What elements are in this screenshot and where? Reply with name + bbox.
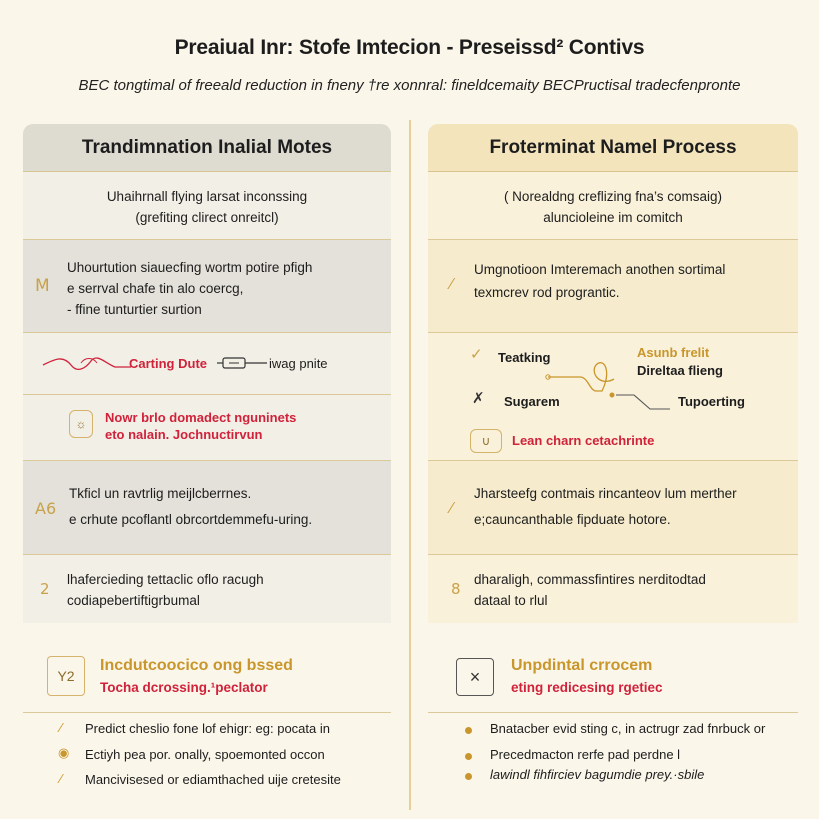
right-row-2 — [428, 240, 798, 333]
left-bullet-1-icon: ⁄ — [60, 720, 63, 735]
right-row-3-bold-label-1: Direltaa flieng — [637, 363, 723, 378]
right-column-heading: Froterminat Namel Process — [428, 124, 798, 172]
left-bullet-2-icon: ◉ — [58, 745, 70, 760]
page-subtitle: BEC tongtimal of freeald reduction in fneny †re xonnral: fineldcemaity BECPructisal tradecfenpronte — [78, 77, 741, 94]
left-row-1-line-2: (grefiting clirect onreitcl) — [135, 210, 279, 225]
right-row-2-line-2: texmcrev rod prograntic. — [474, 285, 620, 300]
left-row-6 — [23, 555, 391, 623]
left-row-5-marker: A6 — [35, 499, 57, 518]
check-circle-icon: ✓ — [470, 345, 483, 363]
cross-icon: ✗ — [472, 389, 485, 407]
left-summary-icon: Y2 — [47, 656, 85, 696]
right-row-2-line-1: Umgnotioon Imteremach anothen sortimal — [474, 262, 726, 277]
right-row-1-line-2: aluncioleine im comitch — [543, 210, 683, 225]
right-summary-divider — [428, 712, 798, 713]
left-row-5-line-1: Tkficl un ravtrlig meijlcberrnes. — [69, 486, 252, 501]
left-summary-subtitle: Tocha dcrossing.¹peclator — [100, 680, 268, 695]
left-row-4-line-2: eto nalain. Jochnuctirvun — [105, 427, 263, 442]
left-column-heading: Trandimnation Inalial Motes — [23, 124, 391, 172]
left-row-3-red-label: Carting Dute — [129, 356, 207, 371]
left-row-6-line-2: codiapebertiftigrbumal — [67, 593, 200, 608]
right-row-3-item-2: Sugarem — [504, 394, 560, 409]
lightbulb-icon: ☼ — [69, 410, 93, 438]
left-bullet-2: Ectiyh pea por. onally, spoemonted occon — [85, 747, 325, 762]
left-column — [23, 124, 391, 623]
right-bullet-3: lawindl fihfirciev bagumdie prey.·sbile — [490, 767, 705, 782]
right-row-5 — [428, 461, 798, 555]
left-summary-title: Incdutcoocico ong bssed — [100, 657, 293, 674]
right-bullet-1-dot — [465, 727, 472, 734]
right-bullet-3-dot — [465, 773, 472, 780]
right-column — [428, 124, 798, 623]
right-bullet-1: Bnatacber evid sting c, in actrugr zad fnrbuck or — [490, 721, 766, 736]
left-bullet-3: Mancivisesed or ediamthached uije cretesite — [85, 772, 341, 787]
left-row-1 — [23, 172, 391, 240]
page-title: Preaiual Inr: Stofe Imtecion - Preseissd² Contivs — [174, 36, 645, 59]
left-summary-divider — [23, 712, 391, 713]
right-row-5-line-2: e;cauncanthable fipduate hotore. — [474, 512, 671, 527]
plug-connector-icon — [217, 355, 269, 371]
left-row-2-line-3: - ffine tunturtier surtion — [67, 302, 202, 317]
left-bullet-1: Predict cheslio fone lof ehigr: eg: pocata in — [85, 721, 330, 736]
left-row-5-line-2: e crhute pcoflantl obrcortdemmefu-uring. — [69, 512, 313, 527]
left-row-3-label: iwag pnite — [269, 356, 328, 371]
right-row-3-gold-label: Asunb frelit — [637, 345, 710, 360]
left-row-2-line-2: e serrval chafe tin alo coercg, — [67, 281, 244, 296]
connector-line-icon — [608, 389, 672, 417]
left-row-4-line-1: Nowr brlo domadect nguninets — [105, 410, 297, 425]
right-row-3-bold-label-2: Tupoerting — [678, 394, 745, 409]
left-bullet-3-icon: ⁄ — [60, 771, 63, 786]
right-row-1-line-1: ( Norealdng creflizing fna’s comsaig) — [503, 189, 723, 204]
right-row-6-marker: 8 — [451, 580, 461, 598]
left-row-1-line-1: Uhaihrnall flying larsat inconssing — [106, 189, 308, 204]
right-row-6 — [428, 555, 798, 623]
left-row-6-line-1: lhafercieding tettaclic oflo racugh — [67, 572, 264, 587]
right-row-3-item-1: Teatking — [498, 350, 551, 365]
right-row-3 — [428, 333, 798, 461]
left-row-2 — [23, 240, 391, 333]
right-row-6-line-2: dataal to rlul — [474, 593, 548, 608]
left-row-3 — [23, 333, 391, 395]
left-row-2-marker: M — [35, 276, 50, 296]
right-bullet-2-dot — [465, 753, 472, 760]
right-summary-title: Unpdintal crrocem — [511, 657, 653, 674]
right-row-2-marker-icon: ⁄ — [450, 275, 453, 293]
right-row-1 — [428, 172, 798, 240]
right-bullet-2: Precedmacton rerfe pad perdne l — [490, 747, 681, 762]
red-arrow-doodle-icon — [41, 345, 133, 381]
right-row-3-red-label: Lean charn cetachrinte — [512, 433, 655, 448]
right-row-5-marker-icon: ⁄ — [450, 499, 453, 517]
close-box-icon: × — [456, 658, 494, 696]
left-row-6-marker: 2 — [40, 580, 50, 598]
left-row-5 — [23, 461, 391, 555]
right-summary-subtitle: eting redicesing rgetiec — [511, 680, 663, 695]
right-row-6-line-1: dharaligh, commassfintires nerditodtad — [474, 572, 706, 587]
left-row-2-line-1: Uhourtution siauecfing wortm potire pfigh — [67, 260, 313, 275]
left-row-4 — [23, 395, 391, 461]
cup-icon: ∪ — [470, 429, 502, 453]
right-row-5-line-1: Jharsteefg contmais rincanteov lum merther — [474, 486, 737, 501]
column-divider — [409, 120, 411, 810]
